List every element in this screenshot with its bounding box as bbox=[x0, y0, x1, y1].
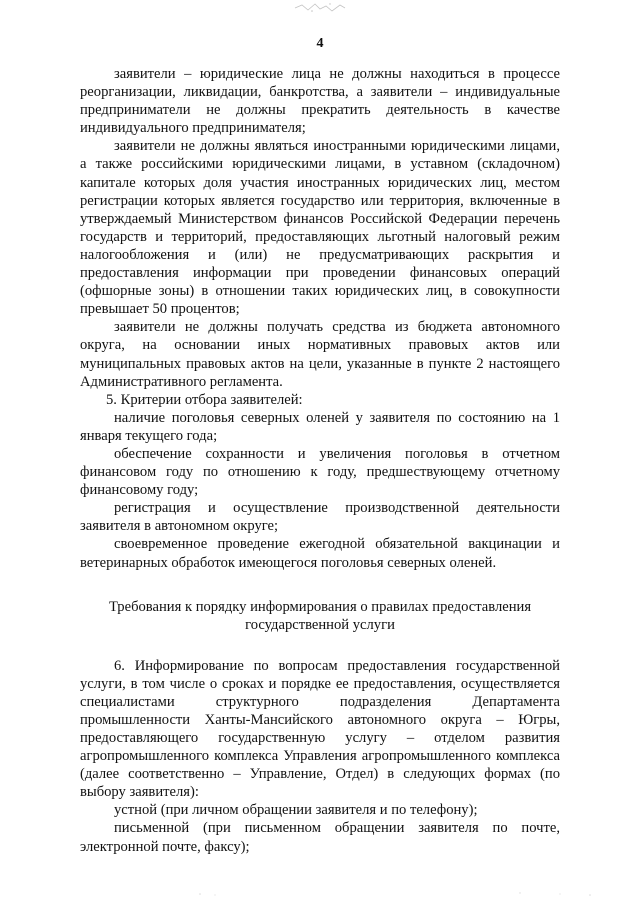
document-body bbox=[80, 65, 560, 856]
scan-noise-footer bbox=[0, 889, 640, 899]
criteria-item-reindeer: наличие поголовья северных оленей у заявителя по состоянию на 1 января текущего года; bbox=[80, 409, 560, 444]
paragraph-applicants-reorganization: заявители – юридические лица не должны находиться в процессе реорганизации, ликвидации, банкротства, а заявители – индивидуальные предприниматели не должны прекратить деятельность в качестве индивидуального предпринимателя; bbox=[80, 66, 560, 137]
section-title-line1: Требования к порядку информирования о правилах предоставления bbox=[108, 598, 532, 615]
section-title bbox=[80, 598, 560, 635]
scan-artifact-mark bbox=[290, 2, 350, 14]
criteria-heading: 5. Критерии отбора заявителей: bbox=[106, 391, 303, 408]
section-title-line2: государственной услуги bbox=[245, 617, 395, 634]
informing-form-written: письменной (при письменном обращении заявителя по почте, электронной почте, факсу); bbox=[80, 820, 560, 855]
criteria-item-livestock: обеспечение сохранности и увеличения поголовья в отчетном финансовом году по отношению к году, предшествующему отчетному финансовому году; bbox=[80, 445, 560, 499]
paragraph-applicants-budget: заявители не должны получать средства из бюджета автономного округа, на основании иных нормативных правовых актов или муниципальных правовых актов на цели, указанные в пункте 2 настоящего Административного регламента. bbox=[80, 319, 560, 390]
paragraph-applicants-foreign: заявители не должны являться иностранными юридическими лицами, а также российскими юридическими лицами, в уставном (складочном) капитале которых доля участия иностранных юридических лиц, местом регистрации которых является государство или территория, включенные в утверждаемый Министерством финансов Российской Федерации перечень государств и территорий, предоставляющих льготный налоговый режим налогообложения и (или) не предусматривающих раскрытия и предоставления информации при проведении финансовых операций (офшорные зоны) в отношении таких юридических лиц, в совокупности превышает 50 процентов; bbox=[80, 138, 560, 318]
informing-form-oral: устной (при личном обращении заявителя и по телефону); bbox=[114, 802, 478, 819]
page-number: 4 bbox=[316, 36, 324, 51]
criteria-item-registration: регистрация и осуществление производственной деятельности заявителя в автономном округе; bbox=[80, 500, 560, 535]
criteria-item-vaccination: своевременное проведение ежегодной обязательной вакцинации и ветеринарных обработок имеющегося поголовья северных оленей. bbox=[80, 536, 560, 571]
paragraph-informing: 6. Информирование по вопросам предоставления государственной услуги, в том числе о сроках и порядке ее предоставления, осуществляется специалистами структурного подразделения Департамента промышленности Ханты-Мансийского автономного округа – Югры, предоставляющего государственную услугу – отделом развития агропромышленного комплекса Управления агропромышленного комплекса (далее соответственно – Управление, Отдел) в следующих формах (по выбору заявителя): bbox=[80, 657, 560, 801]
